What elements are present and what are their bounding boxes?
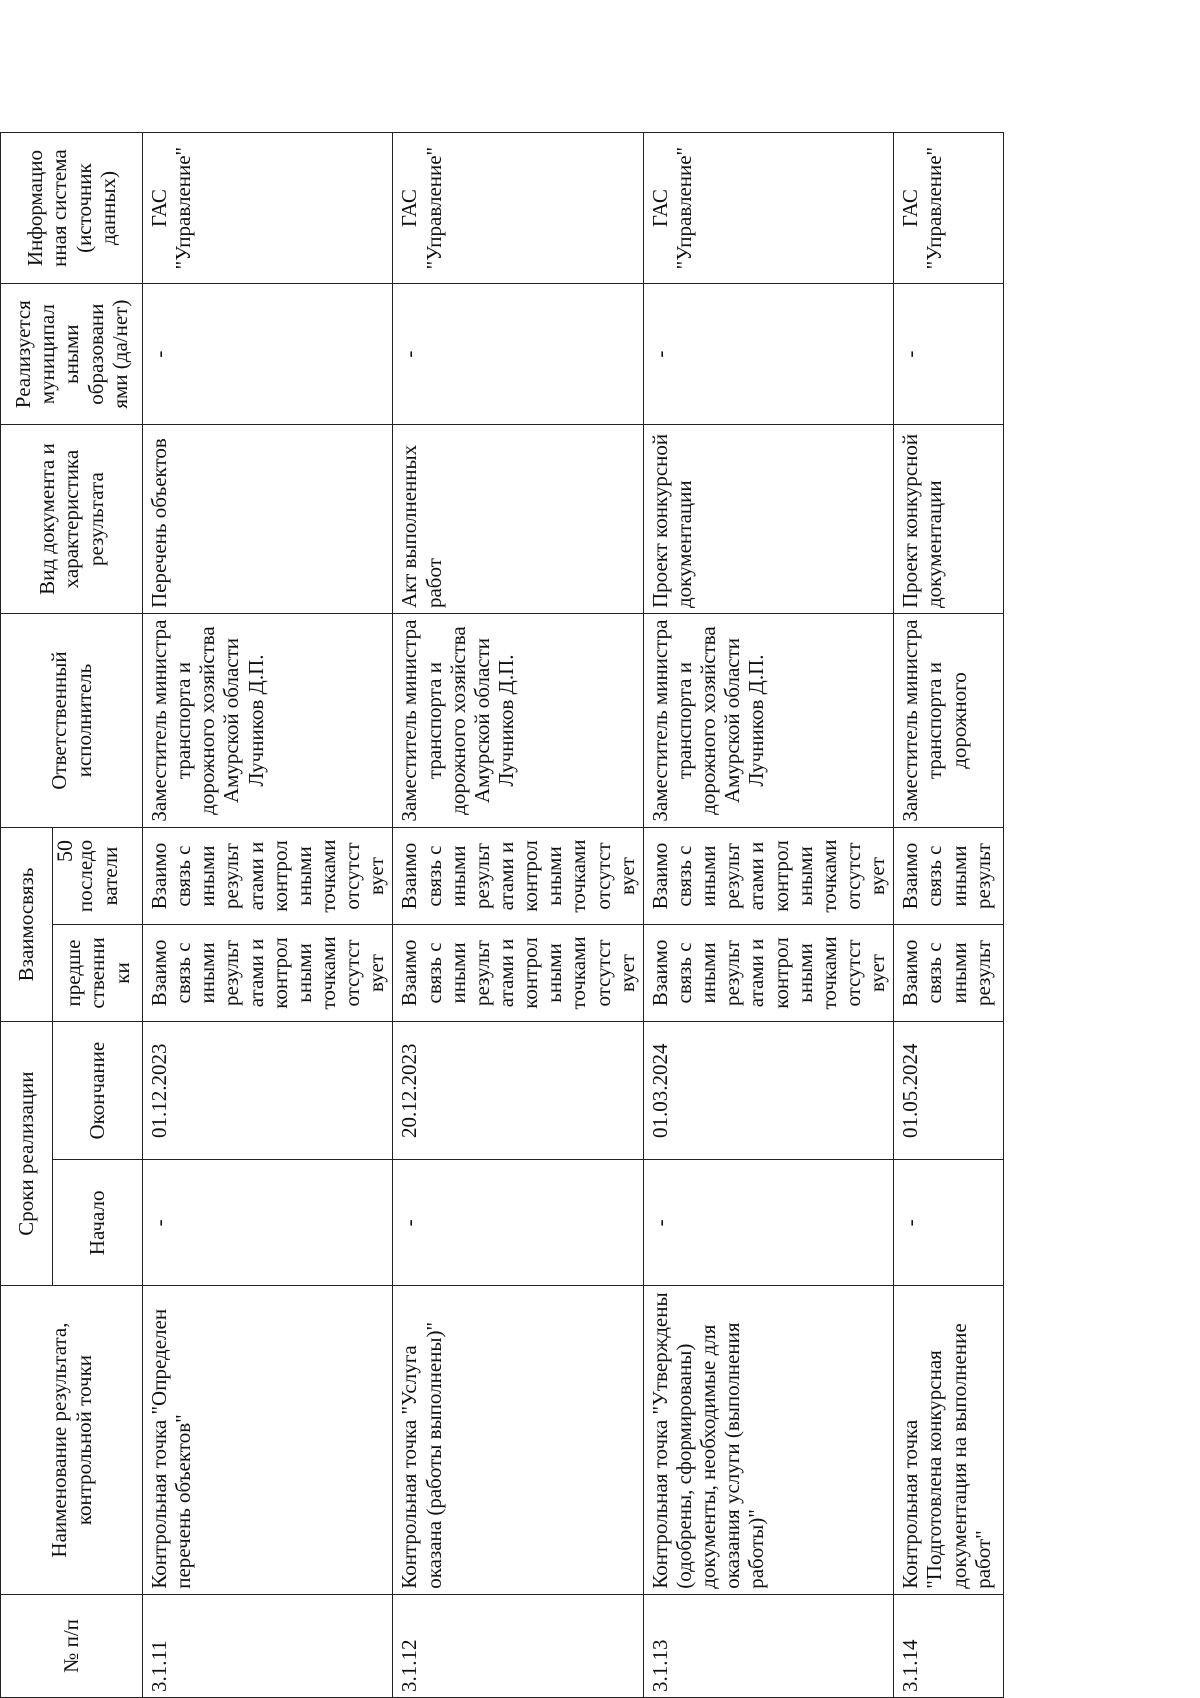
header-prev: предше ственни ки [53,925,143,1022]
row-municipal: - [393,284,643,425]
row-municipal: - [143,284,393,425]
header-name: Наименование результата, контрольной точки [1,1286,143,1594]
row-next: Взаимо связь с иными результ атами и контрол ьными точками отсутст вует [643,828,893,925]
row-num: 3.1.11 [143,1594,393,1697]
row-name: Контрольная точка "Услуга оказана (работы выполнены)" [393,1286,643,1594]
page-number: 50 [52,840,77,862]
row-end: 20.12.2023 [393,1021,643,1159]
row-start: - [643,1160,893,1286]
row-next: Взаимо связь с иными результ атами и контрол ьными точками отсутст вует [143,828,393,925]
row-end: 01.05.2024 [894,1021,1004,1159]
header-num: № п/п [1,1594,143,1697]
row-infosys: ГАС "Управление" [894,133,1004,284]
row-name: Контрольная точка "Утверждены (одобрены, сформированы) документы, необходимые для оказания услуги (выполнения работы)" [643,1286,893,1594]
header-doc: Вид документа и характеристика результата [1,425,143,614]
row-num: 3.1.14 [894,1594,1004,1697]
row-doc: Акт выполненных работ [393,425,643,614]
table-row [894,133,1004,1698]
table-row [643,133,893,1698]
row-prev: Взаимо связь с иными результ атами и контрол ьными точками отсутст вует [393,925,643,1022]
row-prev: Взаимо связь с иными результ атами и контрол ьными точками отсутст вует [143,925,393,1022]
row-prev: Взаимо связь с иными результ атами и контрол ьными точками отсутст вует [643,925,893,1022]
row-start: - [143,1160,393,1286]
row-infosys: ГАС "Управление" [643,133,893,284]
row-end: 01.03.2024 [643,1021,893,1159]
row-start: - [393,1160,643,1286]
rotated-page [0,132,1080,1698]
row-name: Контрольная точка "Подготовлена конкурсная документация на выполнение работ" [894,1286,1004,1594]
row-responsible: Заместитель министра транспорта и дорожного хозяйства Амурской области Лучников Д.П. [643,614,893,828]
header-municipal: Реализуется муниципал ьными образовани ями (да/нет) [1,284,143,425]
row-infosys: ГАС "Управление" [143,133,393,284]
header-next: последо ватели [53,828,143,925]
row-municipal: - [643,284,893,425]
row-name: Контрольная точка "Определен перечень объектов" [143,1286,393,1594]
row-doc: Проект конкурсной документации [894,425,1004,614]
header-start: Начало [53,1160,143,1286]
header-link: Взаимосвязь [1,828,53,1022]
row-responsible: Заместитель министра транспорта и дорожного хозяйства Амурской области Лучников Д.П. [143,614,393,828]
row-doc: Перечень объектов [143,425,393,614]
header-responsible: Ответственный исполнитель [1,614,143,828]
header-terms: Сроки реализации [1,1021,53,1285]
row-prev: Взаимо связь с иными результ [894,925,1004,1022]
row-next: Взаимо связь с иными результ [894,828,1004,925]
table-row [143,133,393,1698]
row-municipal: - [894,284,1004,425]
row-infosys: ГАС "Управление" [393,133,643,284]
row-responsible: Заместитель министра транспорта и дорожного [894,614,1004,828]
control-points-table [0,132,1004,1698]
row-responsible: Заместитель министра транспорта и дорожного хозяйства Амурской области Лучников Д.П. [393,614,643,828]
header-end: Окончание [53,1021,143,1159]
row-doc: Проект конкурсной документации [643,425,893,614]
row-end: 01.12.2023 [143,1021,393,1159]
header-infosys: Информацио нная система (источник данных) [1,133,143,284]
row-num: 3.1.12 [393,1594,643,1697]
row-num: 3.1.13 [643,1594,893,1697]
table-row [393,133,643,1698]
row-start: - [894,1160,1004,1286]
row-next: Взаимо связь с иными результ атами и контрол ьными точками отсутст вует [393,828,643,925]
